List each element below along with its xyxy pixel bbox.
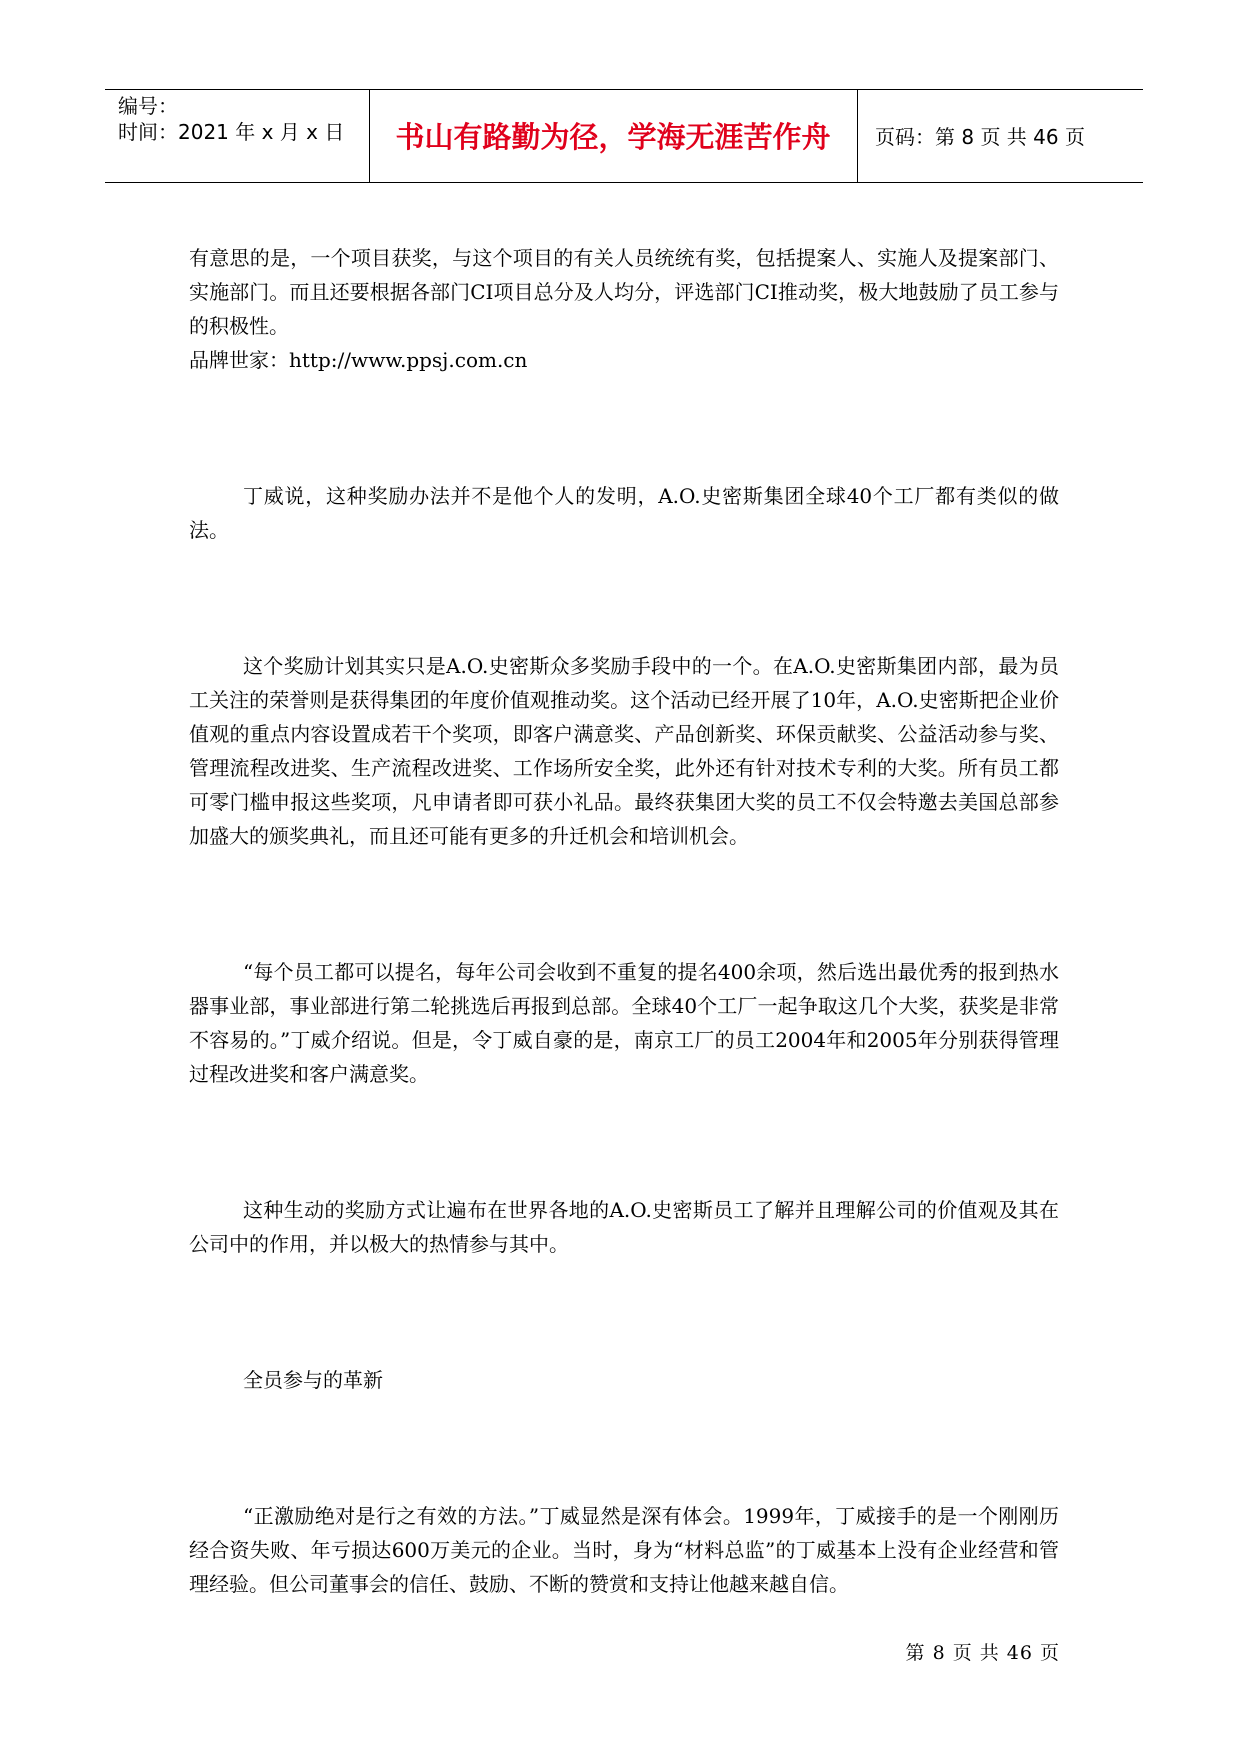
section-heading: 全员参与的革新	[243, 1368, 383, 1392]
header-divider	[857, 90, 858, 182]
paragraph: “正激励绝对是行之有效的方法。”丁威显然是深有体会。1999年，丁威接手的是一个刚刚历经合资失败、年亏损达600万美元的企业。当时，身为“材料总监”的丁威基本上没有企业经营和管理经验。但公司董事会的信任、鼓励、不断的赞赏和支持让他越来越自信。	[189, 1504, 1059, 1596]
page-footer: 第 8 页 共 46 页	[905, 1642, 1060, 1664]
document-body	[189, 241, 1059, 1601]
document-time-label: 时间：2021 年 x 月 x 日	[118, 120, 345, 144]
paragraph: 丁威说，这种奖励办法并不是他个人的发明，A.O.史密斯集团全球40个工厂都有类似的做法。	[189, 484, 1059, 542]
header-page-label: 页码：第 8 页 共 46 页	[875, 125, 1085, 149]
paragraph: 这个奖励计划其实只是A.O.史密斯众多奖励手段中的一个。在A.O.史密斯集团内部，最为员工关注的荣誉则是获得集团的年度价值观推动奖。这个活动已经开展了10年，A.O.史密斯把企业价值观的重点内容设置成若干个奖项，即客户满意奖、产品创新奖、环保贡献奖、公益活动参与奖、管理流程改进奖、生产流程改进奖、工作场所安全奖，此外还有针对技术专利的大奖。所有员工都可零门槛申报这些奖项，凡申请者即可获小礼品。最终获集团大奖的员工不仅会特邀去美国总部参加盛大的颁奖典礼，而且还可能有更多的升迁机会和培训机会。	[189, 654, 1059, 848]
source-line: 品牌世家：http://www.ppsj.com.cn	[189, 348, 528, 372]
paragraph: “每个员工都可以提名，每年公司会收到不重复的提名400余项，然后选出最优秀的报到热水器事业部，事业部进行第二轮挑选后再报到总部。全球40个工厂一起争取这几个大奖，获奖是非常不容易的。”丁威介绍说。但是，令丁威自豪的是，南京工厂的员工2004年和2005年分别获得管理过程改进奖和客户满意奖。	[189, 960, 1059, 1086]
paragraph: 有意思的是，一个项目获奖，与这个项目的有关人员统统有奖，包括提案人、实施人及提案部门、实施部门。而且还要根据各部门CI项目总分及人均分，评选部门CI推动奖，极大地鼓励了员工参与的积极性。	[189, 246, 1059, 338]
document-number-label: 编号：	[118, 94, 178, 118]
header-motto: 书山有路勤为径，学海无涯苦作舟	[395, 120, 831, 154]
page-header	[105, 89, 1143, 183]
paragraph: 这种生动的奖励方式让遍布在世界各地的A.O.史密斯员工了解并且理解公司的价值观及其在公司中的作用，并以极大的热情参与其中。	[189, 1198, 1059, 1256]
